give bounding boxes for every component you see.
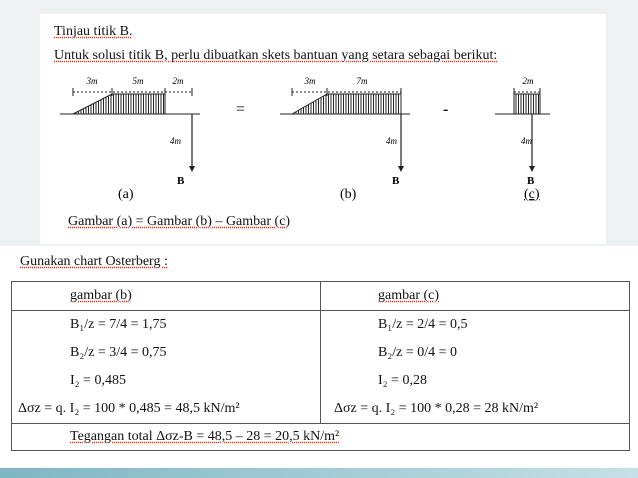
load-shape — [73, 94, 165, 114]
figure-label-a: (a) — [118, 187, 134, 202]
calculation-table — [11, 281, 630, 451]
equals-sign: = — [236, 101, 246, 118]
depth-label: 4m — [386, 136, 397, 146]
ratio-b2: B₂/z = 0/4 = 0 — [378, 345, 458, 360]
dim-label-3m: 3m — [86, 76, 98, 86]
column-gambar-c — [321, 282, 630, 424]
stress-increase: Δσz = q. I₂ = 100 * 0,28 = 28 kN/m² — [334, 401, 539, 416]
column-header: gambar (c) — [321, 282, 629, 311]
load-diagrams — [40, 66, 560, 216]
figure-caption: Gambar (a) = Gambar (b) – Gambar (c) — [68, 214, 291, 229]
load-shape — [292, 94, 401, 114]
figure-label-c: (c) — [524, 187, 540, 202]
diagram-b — [280, 76, 410, 202]
point-b-label: B — [527, 175, 535, 187]
column-header: gambar (b) — [12, 282, 320, 311]
diagram-a — [60, 76, 200, 202]
ratio-b1: B₁/z = 2/4 = 0,5 — [378, 317, 468, 332]
slide-footer-bar — [0, 468, 638, 478]
ratio-b2: B₂/z = 3/4 = 0,75 — [70, 345, 167, 360]
dim-label-2m: 2m — [522, 76, 534, 86]
point-b-label: B — [177, 175, 185, 187]
arrow-head — [398, 166, 404, 172]
dim-label-5m: 5m — [132, 76, 144, 86]
stress-increase: Δσz = q. I₂ = 100 * 0,485 = 48,5 kN/m² — [18, 401, 240, 416]
depth-label: 4m — [170, 136, 181, 146]
total-stress: Tegangan total Δσz-B = 48,5 – 28 = 20,5 kN/m² — [70, 429, 340, 444]
intro-text: Untuk solusi titik B, perlu dibuatkan skets bantuan yang setara sebagai berikut: — [54, 48, 498, 63]
diagram-c — [495, 76, 550, 202]
dim-label-2m: 2m — [172, 76, 184, 86]
ratio-b1: B₁/z = 7/4 = 1,75 — [70, 317, 167, 332]
dim-label-3m: 3m — [304, 76, 316, 86]
section-title: Tinjau titik B. — [54, 24, 133, 39]
arrow-head — [189, 166, 195, 172]
load-shape — [514, 94, 540, 114]
point-b-label: B — [392, 175, 400, 187]
total-stress-row — [12, 424, 630, 451]
column-gambar-b — [12, 282, 321, 424]
influence-factor: I₂ = 0,485 — [70, 373, 126, 388]
dim-label-7m: 7m — [356, 76, 368, 86]
figure-label-b: (b) — [340, 187, 357, 202]
arrow-head — [529, 166, 535, 172]
chart-instruction: Gunakan chart Osterberg : — [20, 254, 168, 269]
depth-label: 4m — [521, 136, 532, 146]
influence-factor: I₂ = 0,28 — [378, 373, 427, 388]
minus-sign: - — [443, 101, 449, 118]
